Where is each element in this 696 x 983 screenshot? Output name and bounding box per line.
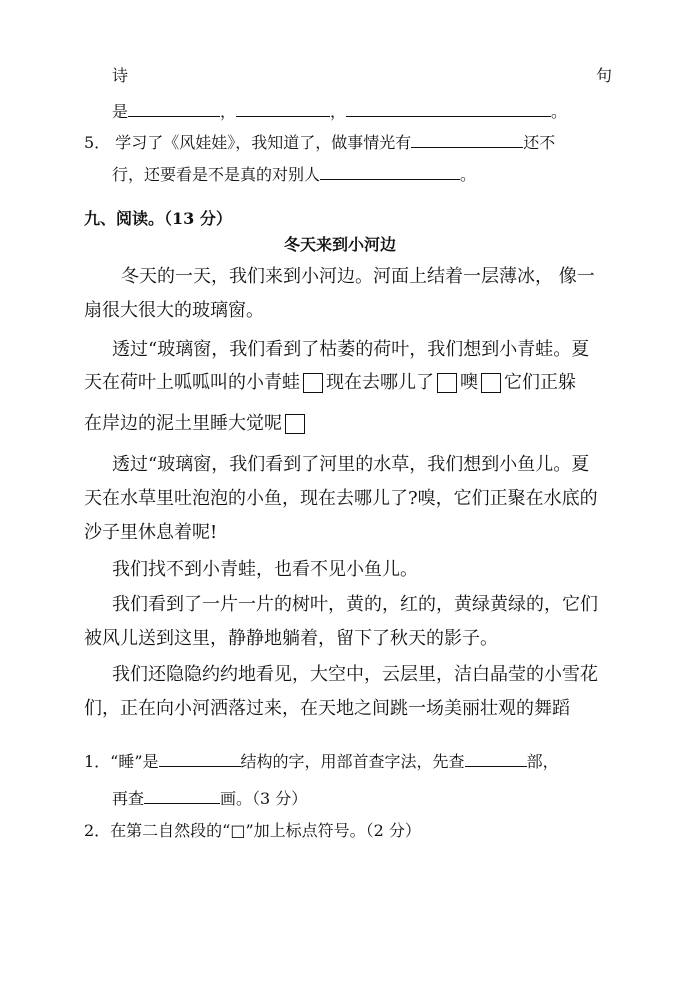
q4-word-left: 诗	[112, 66, 129, 85]
passage-p3-line2: 天在水草里吐泡泡的小鱼，现在去哪儿了?嗅，它们正聚在水底的	[84, 488, 598, 509]
q1-blank-radical[interactable]	[465, 752, 527, 767]
q1-text-c: 部，	[526, 752, 559, 771]
q4-end: 。	[551, 102, 568, 121]
passage-p1-line2: 扇很大很大的玻璃窗。	[84, 300, 264, 321]
q1-text-e: 画。（3 分）	[220, 789, 308, 808]
q5-line1	[84, 133, 555, 151]
passage-p1-line1: 冬天的一天，我们来到小河边。河面上结着一层薄冰， 像一	[121, 266, 595, 287]
q4-sep-2: ，	[330, 102, 347, 121]
section-heading: 九、阅读。（13 分）	[84, 209, 232, 228]
passage-p3-line1: 透过“玻璃窗，我们看到了河里的水草，我们想到小鱼儿。夏	[112, 454, 590, 475]
passage-p5-line1: 我们看到了一片一片的树叶，黄的，红的，黄绿黄绿的，它们	[112, 594, 598, 615]
punctuation-box-2[interactable]	[437, 373, 457, 393]
question-1-line2	[112, 789, 307, 807]
q4-line1	[112, 68, 612, 84]
passage-p4: 我们找不到小青蛙，也看不见小鱼儿。	[112, 559, 418, 580]
question-2: 2．在第二自然段的“□”加上标点符号。（2 分）	[84, 821, 421, 840]
q5-text-a: 5． 学习了《风娃娃》，我知道了，做事情光有	[84, 133, 412, 152]
question-1-line1	[84, 752, 559, 770]
q1-blank-structure[interactable]	[159, 752, 241, 767]
punctuation-box-1[interactable]	[303, 373, 323, 393]
passage-p2-line3	[84, 414, 308, 434]
q5-text-b: 还不	[523, 133, 556, 152]
q1-text-d: 再查	[112, 789, 145, 808]
q4-line2	[112, 102, 567, 120]
passage-p6-line2: 们，正在向小河洒落过来，在天地之间跳一场美丽壮观的舞蹈	[84, 698, 570, 719]
passage-title: 冬天来到小河边	[284, 235, 397, 254]
p2-text-a: 天在荷叶上呱呱叫的小青蛙	[84, 372, 300, 393]
q4-blank-2[interactable]	[236, 102, 330, 117]
passage-p6-line1: 我们还隐隐约约地看见，大空中，云层里，洁白晶莹的小雪花	[112, 664, 598, 685]
p2-text-e: 在岸边的泥土里睡大觉呢	[84, 413, 282, 434]
q4-blank-1[interactable]	[128, 102, 220, 117]
q5-line2	[112, 165, 476, 183]
q4-prefix: 是	[112, 102, 129, 121]
q1-text-a: 1．“睡”是	[84, 752, 159, 771]
punctuation-box-3[interactable]	[481, 373, 501, 393]
passage-p2-line1: 透过“玻璃窗，我们看到了枯萎的荷叶，我们想到小青蛙。夏	[112, 339, 590, 360]
q5-text-d: 。	[460, 165, 477, 184]
q4-sep-1: ，	[220, 102, 237, 121]
q5-blank-2[interactable]	[320, 165, 460, 180]
p2-text-c: 噢	[460, 372, 478, 393]
q4-word-right: 句	[595, 66, 612, 85]
q1-blank-strokes[interactable]	[144, 789, 220, 804]
q5-text-c: 行，还要看是不是真的对别人	[112, 165, 321, 184]
passage-p3-line3: 沙子里休息着呢!	[84, 522, 218, 543]
passage-p2-line2	[84, 373, 576, 393]
p2-text-b: 现在去哪儿了	[326, 372, 434, 393]
passage-p5-line2: 被风儿送到这里，静静地躺着，留下了秋天的影子。	[84, 628, 498, 649]
q4-blank-3[interactable]	[346, 102, 551, 117]
punctuation-box-4[interactable]	[285, 414, 305, 434]
q1-text-b: 结构的字，用部首查字法，先查	[240, 752, 465, 771]
q5-blank-1[interactable]	[411, 133, 523, 148]
p2-text-d: 它们正躲	[504, 372, 576, 393]
